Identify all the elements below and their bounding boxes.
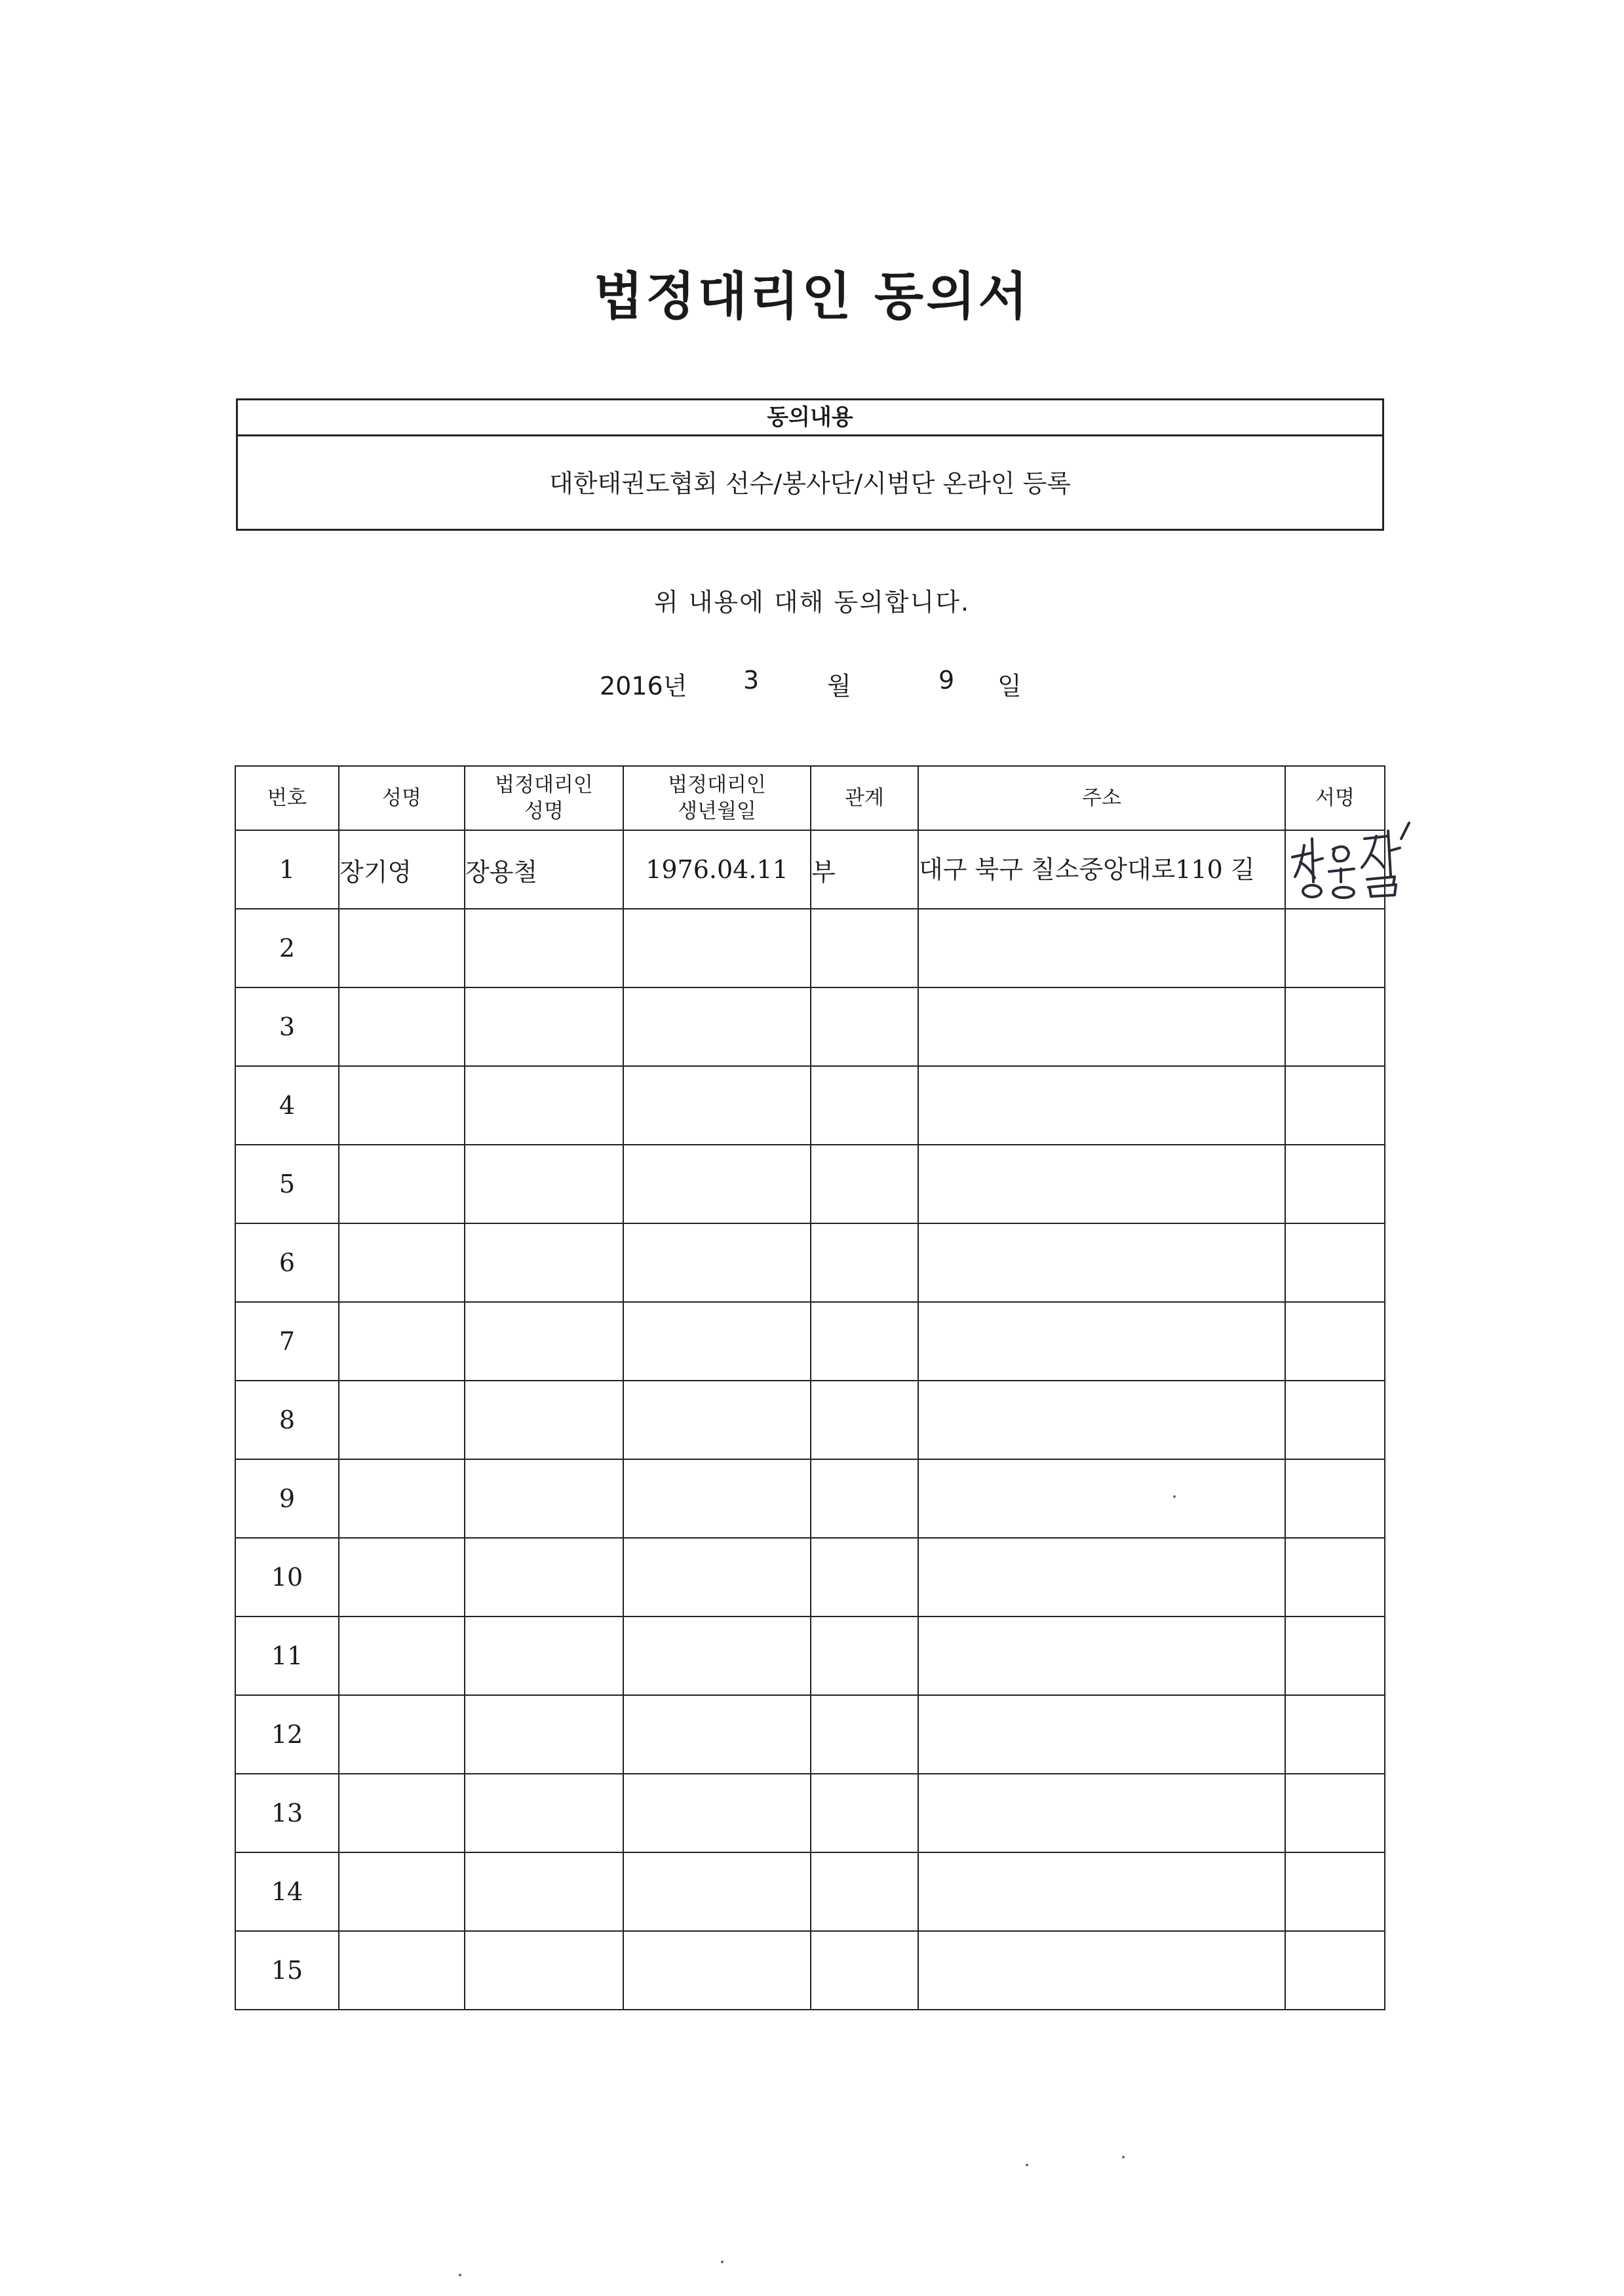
cell-signature bbox=[1285, 1459, 1385, 1538]
table-row bbox=[235, 1774, 1385, 1852]
cell-rep-birth bbox=[623, 909, 811, 987]
cell-relation bbox=[811, 1774, 918, 1852]
cell-rep-birth bbox=[623, 1223, 811, 1302]
table-row bbox=[235, 1302, 1385, 1381]
cell-rep-name bbox=[465, 1695, 623, 1774]
cell-address bbox=[918, 1223, 1285, 1302]
cell-no: 14 bbox=[235, 1852, 339, 1931]
cell-rep-name bbox=[465, 1223, 623, 1302]
cell-relation bbox=[811, 1145, 918, 1223]
cell-rep-birth bbox=[623, 1302, 811, 1381]
cell-name bbox=[339, 1223, 465, 1302]
cell-name bbox=[339, 1381, 465, 1459]
date-day-unit: 일 bbox=[997, 672, 1022, 700]
cell-rep-name bbox=[465, 1145, 623, 1223]
cell-signature bbox=[1285, 987, 1385, 1066]
date-year: 2016년 bbox=[600, 672, 687, 700]
cell-no: 15 bbox=[235, 1931, 339, 2010]
cell-signature bbox=[1285, 1852, 1385, 1931]
cell-name bbox=[339, 1931, 465, 2010]
cell-no: 4 bbox=[235, 1066, 339, 1145]
cell-rep-birth bbox=[623, 1145, 811, 1223]
table-row bbox=[235, 1695, 1385, 1774]
cell-relation bbox=[811, 909, 918, 987]
table-row bbox=[235, 1538, 1385, 1617]
cell-address bbox=[918, 1617, 1285, 1695]
cell-relation bbox=[811, 1223, 918, 1302]
table-row bbox=[235, 987, 1385, 1066]
table-row bbox=[235, 1459, 1385, 1538]
scan-speck bbox=[721, 2261, 724, 2263]
cell-address bbox=[918, 1066, 1285, 1145]
header-rep-name bbox=[465, 766, 623, 830]
cell-rep-birth bbox=[623, 1381, 811, 1459]
cell-relation bbox=[811, 1538, 918, 1617]
cell-no: 1 bbox=[235, 830, 339, 909]
consent-header: 동의내용 bbox=[238, 400, 1382, 436]
scan-speck bbox=[1026, 2164, 1028, 2166]
cell-no: 12 bbox=[235, 1695, 339, 1774]
handwritten-signature bbox=[1286, 819, 1417, 904]
cell-signature bbox=[1285, 1145, 1385, 1223]
cell-rep-name bbox=[465, 1617, 623, 1695]
header-address: 주소 bbox=[918, 766, 1285, 830]
cell-signature bbox=[1285, 1931, 1385, 2010]
cell-no: 3 bbox=[235, 987, 339, 1066]
table-row bbox=[235, 1617, 1385, 1695]
cell-name bbox=[339, 1695, 465, 1774]
cell-signature bbox=[1285, 1774, 1385, 1852]
cell-address bbox=[918, 1381, 1285, 1459]
cell-rep-birth bbox=[623, 1695, 811, 1774]
cell-signature bbox=[1285, 1538, 1385, 1617]
header-name: 성명 bbox=[339, 766, 465, 830]
cell-rep-birth bbox=[623, 1538, 811, 1617]
cell-address bbox=[918, 1852, 1285, 1931]
cell-signature bbox=[1285, 1617, 1385, 1695]
cell-name bbox=[339, 1145, 465, 1223]
header-relation: 관계 bbox=[811, 766, 918, 830]
cell-relation bbox=[811, 1066, 918, 1145]
cell-no: 5 bbox=[235, 1145, 339, 1223]
cell-rep-name bbox=[465, 1852, 623, 1931]
cell-relation bbox=[811, 1302, 918, 1381]
header-signature: 서명 bbox=[1285, 766, 1385, 830]
cell-address bbox=[918, 1695, 1285, 1774]
cell-signature bbox=[1285, 830, 1385, 909]
scan-speck bbox=[1173, 1495, 1176, 1498]
consent-text: 대한태권도협회 선수/봉사단/시범단 온라인 등록 bbox=[549, 469, 1071, 498]
cell-rep-name bbox=[465, 1774, 623, 1852]
cell-rep-name bbox=[465, 909, 623, 987]
cell-name bbox=[339, 1538, 465, 1617]
cell-rep-birth bbox=[623, 1774, 811, 1852]
cell-address bbox=[918, 909, 1285, 987]
table-row bbox=[235, 1066, 1385, 1145]
cell-relation: 부 bbox=[811, 830, 918, 909]
agree-statement: 위 내용에 대해 동의합니다. bbox=[653, 588, 971, 617]
date-month: 3 bbox=[743, 666, 760, 695]
cell-rep-name bbox=[465, 1459, 623, 1538]
representative-table bbox=[235, 765, 1385, 2010]
cell-rep-birth bbox=[623, 1931, 811, 2010]
cell-address bbox=[918, 1538, 1285, 1617]
header-no: 번호 bbox=[235, 766, 339, 830]
cell-no: 2 bbox=[235, 909, 339, 987]
cell-rep-birth bbox=[623, 1459, 811, 1538]
scan-speck bbox=[459, 2274, 461, 2276]
cell-signature bbox=[1285, 1695, 1385, 1774]
cell-rep-name bbox=[465, 1931, 623, 2010]
cell-name bbox=[339, 1852, 465, 1931]
scan-speck bbox=[1122, 2156, 1125, 2158]
cell-rep-name bbox=[465, 1381, 623, 1459]
cell-rep-name bbox=[465, 1302, 623, 1381]
cell-rep-name: 장용철 bbox=[465, 830, 623, 909]
document-title: 법정대리인 동의서 bbox=[594, 267, 1030, 326]
cell-name: 장기영 bbox=[339, 830, 465, 909]
cell-name bbox=[339, 1774, 465, 1852]
cell-relation bbox=[811, 1381, 918, 1459]
cell-rep-name bbox=[465, 987, 623, 1066]
cell-signature bbox=[1285, 1381, 1385, 1459]
header-rep-birth-line2: 생년월일 bbox=[678, 799, 756, 823]
cell-address bbox=[918, 1459, 1285, 1538]
cell-no: 8 bbox=[235, 1381, 339, 1459]
cell-relation bbox=[811, 1931, 918, 2010]
cell-name bbox=[339, 909, 465, 987]
cell-rep-birth: 1976.04.11 bbox=[623, 830, 811, 909]
cell-name bbox=[339, 1617, 465, 1695]
cell-signature bbox=[1285, 1066, 1385, 1145]
cell-no: 13 bbox=[235, 1774, 339, 1852]
table-row bbox=[235, 1223, 1385, 1302]
table-row bbox=[235, 909, 1385, 987]
cell-relation bbox=[811, 1459, 918, 1538]
table-row bbox=[235, 830, 1385, 909]
date-day: 9 bbox=[938, 666, 955, 695]
cell-rep-birth bbox=[623, 1852, 811, 1931]
cell-address bbox=[918, 1931, 1285, 2010]
cell-no: 10 bbox=[235, 1538, 339, 1617]
consent-box bbox=[236, 398, 1384, 531]
cell-relation bbox=[811, 1695, 918, 1774]
cell-no: 9 bbox=[235, 1459, 339, 1538]
cell-signature bbox=[1285, 909, 1385, 987]
cell-relation bbox=[811, 1852, 918, 1931]
cell-no: 7 bbox=[235, 1302, 339, 1381]
header-rep-birth-line1: 법정대리인 bbox=[668, 773, 766, 797]
cell-signature bbox=[1285, 1302, 1385, 1381]
cell-signature bbox=[1285, 1223, 1385, 1302]
cell-rep-birth bbox=[623, 987, 811, 1066]
cell-rep-birth bbox=[623, 1066, 811, 1145]
table-row bbox=[235, 1145, 1385, 1223]
cell-name bbox=[339, 1302, 465, 1381]
header-rep-birth bbox=[623, 766, 811, 830]
cell-name bbox=[339, 1459, 465, 1538]
cell-address bbox=[918, 1774, 1285, 1852]
cell-name bbox=[339, 1066, 465, 1145]
cell-no: 6 bbox=[235, 1223, 339, 1302]
table-row bbox=[235, 1931, 1385, 2010]
cell-rep-name bbox=[465, 1538, 623, 1617]
cell-relation bbox=[811, 1617, 918, 1695]
cell-address bbox=[918, 987, 1285, 1066]
cell-address bbox=[918, 1145, 1285, 1223]
cell-no: 11 bbox=[235, 1617, 339, 1695]
cell-rep-name bbox=[465, 1066, 623, 1145]
table-row bbox=[235, 1852, 1385, 1931]
cell-name bbox=[339, 987, 465, 1066]
cell-address bbox=[918, 1302, 1285, 1381]
header-rep-name-line2: 성명 bbox=[524, 799, 564, 823]
table-header-row bbox=[235, 766, 1385, 830]
cell-rep-birth bbox=[623, 1617, 811, 1695]
table-row bbox=[235, 1381, 1385, 1459]
cell-address: 대구 북구 칠소중앙대로110 길 bbox=[918, 830, 1285, 909]
date-month-unit: 월 bbox=[827, 672, 851, 700]
cell-relation bbox=[811, 987, 918, 1066]
header-rep-name-line1: 법정대리인 bbox=[495, 773, 593, 797]
